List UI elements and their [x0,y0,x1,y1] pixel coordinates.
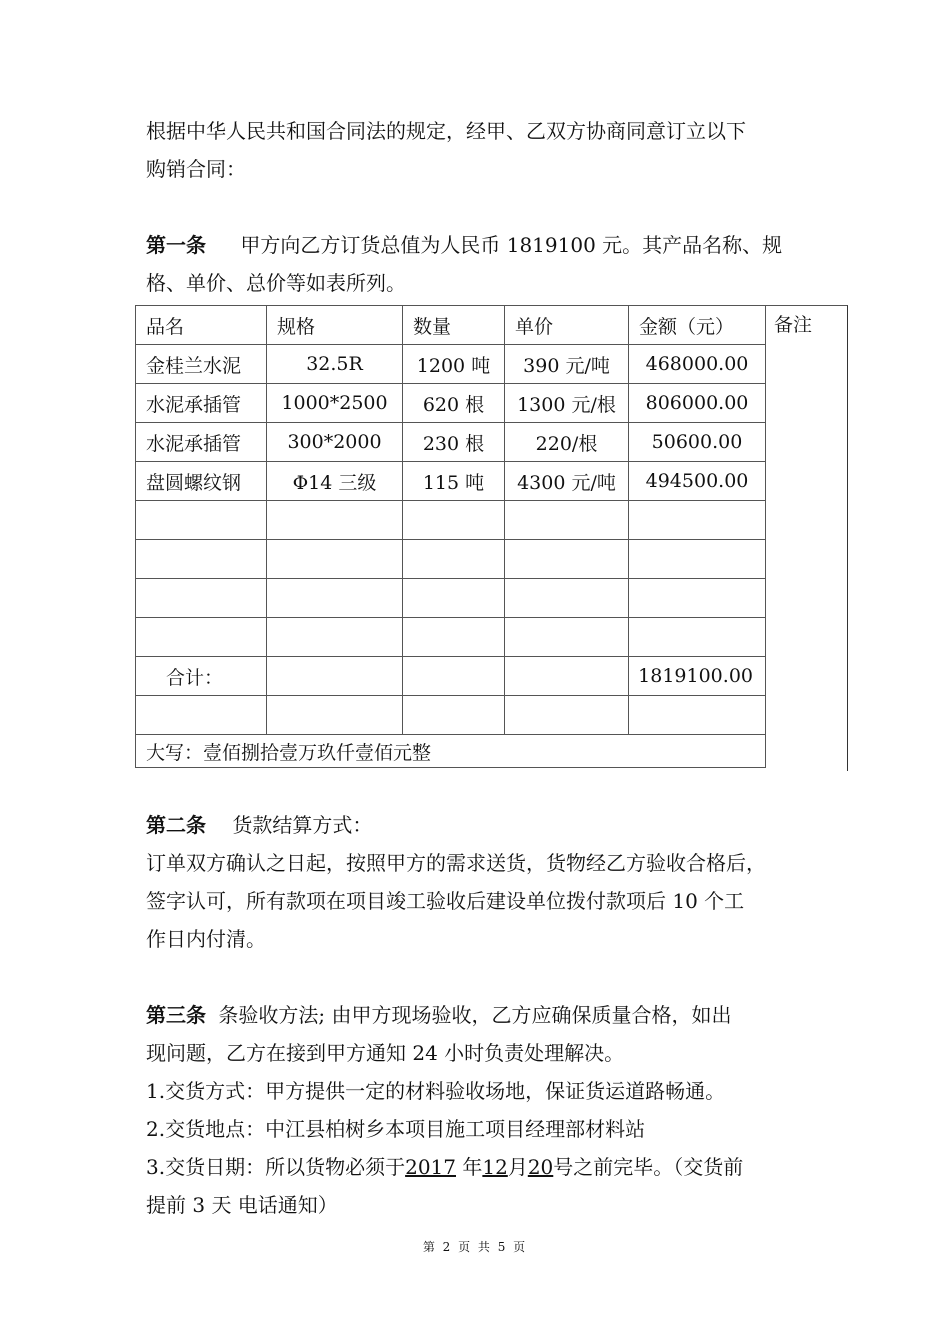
article1-line-1: 第一条 甲方向乙方订货总值为人民币 1819100 元。其产品名称、规 [146,233,783,257]
header-cell: 金额（元） [629,306,766,345]
table-row [136,345,766,384]
table-row [136,423,766,462]
cell: 1000*2500 [267,384,403,423]
capital-amount: 大写：壹佰捌拾壹万玖仟壹佰元整 [136,735,766,768]
empty-row [136,696,766,735]
article1-line-2: 格、单价、总价等如表所列。 [146,271,406,295]
table-header-row [136,306,766,345]
cell: 1200 吨 [403,345,505,384]
total-value: 1819100.00 [629,657,766,696]
delivery-method: 1.交货方式：甲方提供一定的材料验收场地，保证货运道路畅通。 [146,1079,726,1103]
product-table [135,305,766,768]
empty-row [136,501,766,540]
cell: 4300 元/吨 [505,462,629,501]
cell: 300*2000 [267,423,403,462]
header-cell: 品名 [136,306,267,345]
cell: 水泥承插管 [136,384,267,423]
page-number: 第 2 页 共 5 页 [422,1240,528,1254]
empty-row [136,540,766,579]
cell: 115 吨 [403,462,505,501]
empty-row [136,618,766,657]
cell: 50600.00 [629,423,766,462]
delivery-date-line-2: 提前 3 天 电话通知） [146,1193,338,1217]
notes-column [764,305,848,771]
cell: 1300 元/根 [505,384,629,423]
capital-row [136,735,766,768]
cell: 盘圆螺纹钢 [136,462,267,501]
cell: 468000.00 [629,345,766,384]
total-row [136,657,766,696]
article1-heading: 第一条 [146,233,206,257]
header-cell: 数量 [403,306,505,345]
delivery-date: 3.交货日期：所以货物必须于2017 年12月20号之前完毕。（交货前 [146,1155,744,1179]
header-cell: 单价 [505,306,629,345]
cell: 220/根 [505,423,629,462]
header-cell: 规格 [267,306,403,345]
article2-line-1: 订单双方确认之日起，按照甲方的需求送货，货物经乙方验收合格后， [146,851,766,875]
cell: 806000.00 [629,384,766,423]
delivery-location: 2.交货地点：中江县柏树乡本项目施工项目经理部材料站 [146,1117,646,1141]
cell: 390 元/吨 [505,345,629,384]
intro-line-2: 购销合同： [146,157,246,181]
article3-heading: 第三条 [146,1003,206,1027]
article3-line-2: 现问题，乙方在接到甲方通知 24 小时负责处理解决。 [146,1041,625,1065]
notes-header: 备注 [774,314,813,336]
article2-line-3: 作日内付清。 [146,927,266,951]
total-label: 合计： [136,657,267,696]
delivery-month: 12 [482,1155,508,1179]
delivery-year: 2017 [405,1155,456,1179]
cell: 32.5R [267,345,403,384]
table-row [136,384,766,423]
article2-title-line: 第二条 货款结算方式： [146,813,373,837]
article2-line-2: 签字认可，所有款项在项目竣工验收后建设单位拨付款项后 10 个工 [146,889,745,913]
cell: 水泥承插管 [136,423,267,462]
cell: 620 根 [403,384,505,423]
cell: 494500.00 [629,462,766,501]
article2-heading: 第二条 [146,813,206,837]
table-row [136,462,766,501]
empty-row [136,579,766,618]
delivery-day: 20 [527,1155,554,1179]
cell: Φ14 三级 [267,462,403,501]
intro-line-1: 根据中华人民共和国合同法的规定，经甲、乙双方协商同意订立以下 [146,119,746,143]
cell: 金桂兰水泥 [136,345,267,384]
article3-line-1: 第三条 条验收方法; 由甲方现场验收，乙方应确保质量合格，如出 [146,1003,732,1027]
cell: 230 根 [403,423,505,462]
